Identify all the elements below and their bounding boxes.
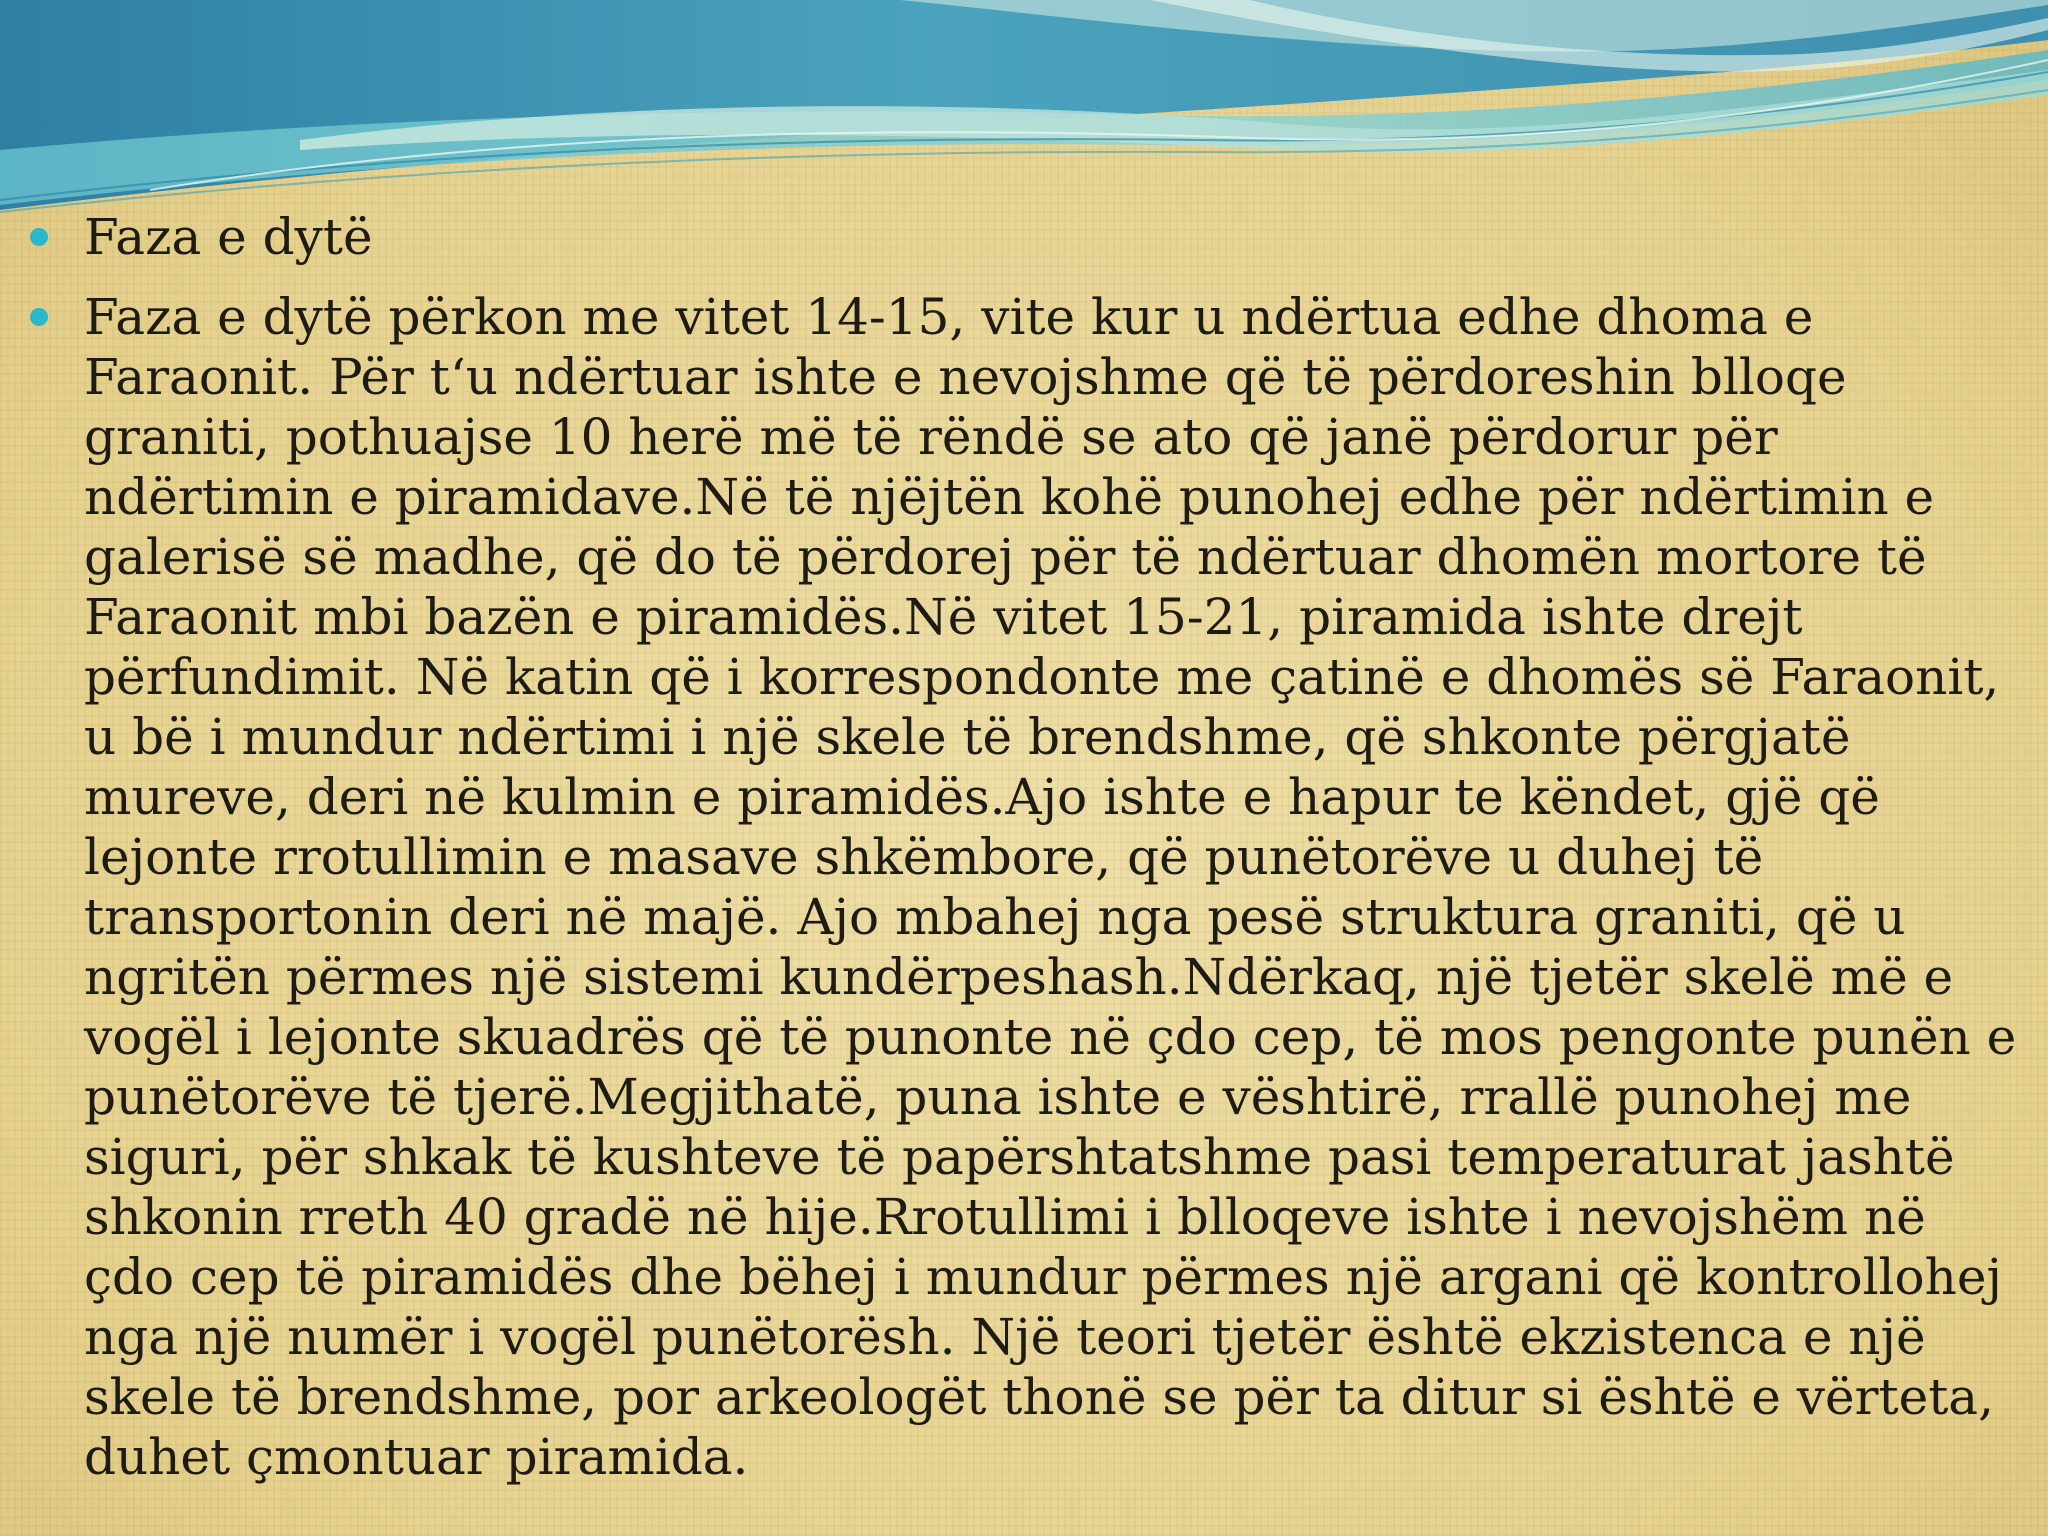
bullet-item-body [30,287,2030,1487]
bullet-text: Faza e dytë [84,208,373,266]
bullet-item-heading [30,207,2030,267]
header-wave-decoration [0,0,2048,240]
bullet-text: Faza e dytë përkon me vitet 14-15, vite kur u ndërtua edhe dhoma e Faraonit. Për t‘u ndërtuar ishte e nevojshme që të përdoreshin blloqe graniti, pothuajse 10 herë më të rëndë se ato që janë përdorur për ndërtimin e piramidave.Në të njëjtën kohë punohej edhe për ndërtimin e galerisë së madhe, që do të përdorej për të ndërtuar dhomën mortore të Faraonit mbi bazën e piramidës.Në vitet 15-21, piramida ishte drejt përfundimit. Në katin që i korrespondonte me çatinë e dhomës së Faraonit, u bë i mundur ndërtimi i një skele të brendshme, që shkonte përgjatë mureve, deri në kulmin e piramidës.Ajo ishte e hapur te këndet, gjë që lejonte rrotullimin e masave shkëmbore, që punëtorëve u duhej të transportonin deri në majë. Ajo mbahej nga pesë struktura graniti, që u ngritën përmes një sistemi kundërpeshash.Ndërkaq, një tjetër skelë më e vogël i lejonte skuadrës që të punonte në çdo cep, të mos pengonte punën e punëtorëve të tjerë.Megjithatë, puna ishte e vështirë, rrallë punohej me siguri, për shkak të kushteve të papërshtatshme pasi temperaturat jashtë shkonin rreth 40 gradë në hije.Rrotullimi i blloqeve ishte i nevojshëm në çdo cep të piramidës dhe bëhej i mundur përmes një argani që kontrollohej nga një numër i vogël punëtorësh. Një teori tjetër është ekzistenca e një skele të brendshme, por arkeologët thonë se për ta ditur si është e vërteta, duhet çmontuar piramida. [84,288,2017,1486]
bullet-list [30,207,2030,1487]
bullet-dot-icon [30,228,48,246]
bullet-dot-icon [30,308,48,326]
slide-content [30,207,2030,1487]
